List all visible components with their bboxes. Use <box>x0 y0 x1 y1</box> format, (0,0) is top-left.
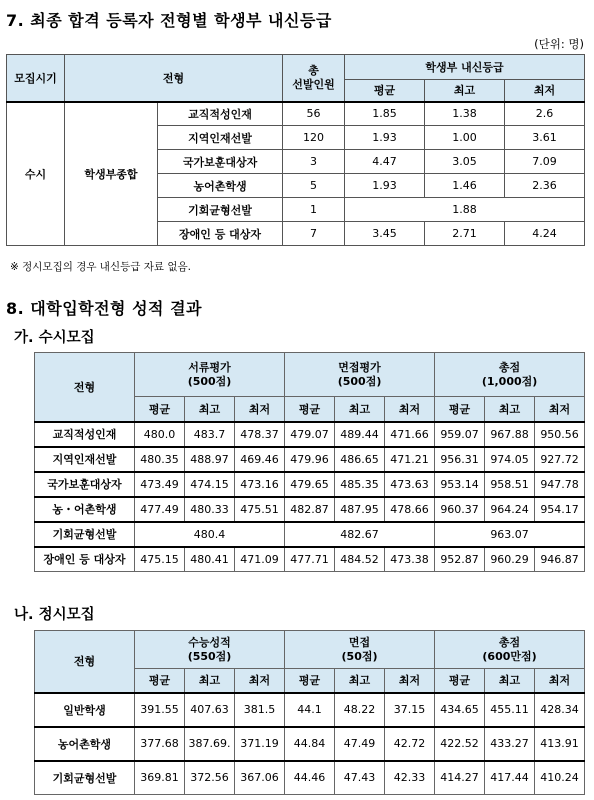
type-name: 기회균형선발 <box>158 198 283 222</box>
header-avg: 평균 <box>345 80 425 102</box>
value-cell: 959.07 <box>435 422 485 447</box>
type-name: 지역인재선발 <box>158 126 283 150</box>
avg-cell: 3.45 <box>345 222 425 246</box>
value-cell: 480.41 <box>185 547 235 572</box>
value-cell: 475.51 <box>235 497 285 522</box>
group-cell: 학생부종합 <box>65 102 158 246</box>
count-cell: 3 <box>283 150 345 174</box>
type-name: 농어촌학생 <box>158 174 283 198</box>
type-name: 농・어촌학생 <box>35 497 135 522</box>
header-avg: 평균 <box>285 397 335 422</box>
value-cell: 377.68 <box>135 727 185 761</box>
min-cell: 4.24 <box>505 222 585 246</box>
header-max: 최고 <box>185 397 235 422</box>
value-cell: 474.15 <box>185 472 235 497</box>
type-name: 장애인 등 대상자 <box>158 222 283 246</box>
value-cell: 413.91 <box>535 727 585 761</box>
merged-cell: 480.4 <box>135 522 285 547</box>
table-row <box>35 727 585 761</box>
header-avg: 평균 <box>135 669 185 693</box>
min-cell: 7.09 <box>505 150 585 174</box>
grade-table <box>6 54 585 246</box>
header-total: 총점 (600만점) <box>435 631 585 669</box>
value-cell: 953.14 <box>435 472 485 497</box>
header-min: 최저 <box>535 669 585 693</box>
value-cell: 477.49 <box>135 497 185 522</box>
subsection-a-title: 가. 수시모집 <box>14 330 95 346</box>
value-cell: 927.72 <box>535 447 585 472</box>
value-cell: 960.37 <box>435 497 485 522</box>
value-cell: 485.35 <box>335 472 385 497</box>
value-cell: 960.29 <box>485 547 535 572</box>
susi-rows <box>35 422 585 572</box>
table-row <box>35 547 585 572</box>
count-cell: 7 <box>283 222 345 246</box>
table-row <box>35 522 585 547</box>
header-avg: 평균 <box>435 669 485 693</box>
header-max: 최고 <box>485 669 535 693</box>
footnote: ※ 정시모집의 경우 내신등급 자료 없음. <box>10 261 191 273</box>
value-cell: 473.16 <box>235 472 285 497</box>
table-row <box>7 102 585 126</box>
value-cell: 956.31 <box>435 447 485 472</box>
max-cell: 1.00 <box>425 126 505 150</box>
value-cell: 967.88 <box>485 422 535 447</box>
count-cell: 56 <box>283 102 345 126</box>
header-max: 최고 <box>425 80 505 102</box>
value-cell: 471.21 <box>385 447 435 472</box>
value-cell: 407.63 <box>185 693 235 727</box>
header-type: 전형 <box>35 353 135 422</box>
value-cell: 37.15 <box>385 693 435 727</box>
value-cell: 473.49 <box>135 472 185 497</box>
value-cell: 387.69. <box>185 727 235 761</box>
table-row <box>35 761 585 795</box>
type-name: 국가보훈대상자 <box>35 472 135 497</box>
value-cell: 47.49 <box>335 727 385 761</box>
avg-cell: 1.93 <box>345 126 425 150</box>
value-cell: 950.56 <box>535 422 585 447</box>
value-cell: 428.34 <box>535 693 585 727</box>
merged-cell: 482.67 <box>285 522 435 547</box>
header-type: 전형 <box>35 631 135 693</box>
count-cell: 120 <box>283 126 345 150</box>
header-total: 총점 (1,000점) <box>435 353 585 397</box>
value-cell: 477.71 <box>285 547 335 572</box>
avg-cell: 1.93 <box>345 174 425 198</box>
section8-title: 8. 대학입학전형 성적 결과 <box>6 299 202 318</box>
max-cell: 1.46 <box>425 174 505 198</box>
value-cell: 480.0 <box>135 422 185 447</box>
value-cell: 486.65 <box>335 447 385 472</box>
section7-title: 7. 최종 합격 등록자 전형별 학생부 내신등급 <box>6 11 332 30</box>
value-cell: 954.17 <box>535 497 585 522</box>
value-cell: 478.37 <box>235 422 285 447</box>
value-cell: 473.63 <box>385 472 435 497</box>
value-cell: 958.51 <box>485 472 535 497</box>
header-interview-eval: 면접평가 (500점) <box>285 353 435 397</box>
table-row <box>35 447 585 472</box>
value-cell: 471.09 <box>235 547 285 572</box>
header-min: 최저 <box>505 80 585 102</box>
value-cell: 48.22 <box>335 693 385 727</box>
header-max: 최고 <box>185 669 235 693</box>
value-cell: 946.87 <box>535 547 585 572</box>
value-cell: 952.87 <box>435 547 485 572</box>
table-row <box>35 693 585 727</box>
header-avg: 평균 <box>285 669 335 693</box>
count-cell: 1 <box>283 198 345 222</box>
header-type: 전형 <box>65 55 283 102</box>
value-cell: 964.24 <box>485 497 535 522</box>
avg-cell: 1.85 <box>345 102 425 126</box>
value-cell: 479.07 <box>285 422 335 447</box>
type-name: 기회균형선발 <box>35 522 135 547</box>
header-min: 최저 <box>235 669 285 693</box>
value-cell: 391.55 <box>135 693 185 727</box>
susi-score-table <box>34 352 585 572</box>
jeongsi-score-table <box>34 630 585 795</box>
type-name: 교직적성인재 <box>158 102 283 126</box>
value-cell: 479.96 <box>285 447 335 472</box>
header-avg: 평균 <box>135 397 185 422</box>
type-name: 교직적성인재 <box>35 422 135 447</box>
header-max: 최고 <box>485 397 535 422</box>
value-cell: 471.66 <box>385 422 435 447</box>
header-avg: 평균 <box>435 397 485 422</box>
value-cell: 410.24 <box>535 761 585 795</box>
value-cell: 488.97 <box>185 447 235 472</box>
value-cell: 469.46 <box>235 447 285 472</box>
value-cell: 483.7 <box>185 422 235 447</box>
table-row <box>35 497 585 522</box>
max-cell: 1.38 <box>425 102 505 126</box>
value-cell: 367.06 <box>235 761 285 795</box>
unit-label: (단위: 명) <box>534 37 584 51</box>
type-name: 장애인 등 대상자 <box>35 547 135 572</box>
value-cell: 434.65 <box>435 693 485 727</box>
merged-cell: 963.07 <box>435 522 585 547</box>
max-cell: 3.05 <box>425 150 505 174</box>
value-cell: 487.95 <box>335 497 385 522</box>
value-cell: 947.78 <box>535 472 585 497</box>
value-cell: 44.84 <box>285 727 335 761</box>
value-cell: 417.44 <box>485 761 535 795</box>
value-cell: 433.27 <box>485 727 535 761</box>
type-name: 기회균형선발 <box>35 761 135 795</box>
value-cell: 44.1 <box>285 693 335 727</box>
count-cell: 5 <box>283 174 345 198</box>
type-name: 국가보훈대상자 <box>158 150 283 174</box>
min-cell: 2.36 <box>505 174 585 198</box>
value-cell: 478.66 <box>385 497 435 522</box>
value-cell: 473.38 <box>385 547 435 572</box>
value-cell: 422.52 <box>435 727 485 761</box>
min-cell: 2.6 <box>505 102 585 126</box>
value-cell: 381.5 <box>235 693 285 727</box>
value-cell: 42.33 <box>385 761 435 795</box>
header-min: 최저 <box>235 397 285 422</box>
header-period: 모집시기 <box>7 55 65 102</box>
value-cell: 414.27 <box>435 761 485 795</box>
header-count: 총 선발인원 <box>283 55 345 102</box>
header-interview: 면접 (50점) <box>285 631 435 669</box>
type-name: 지역인재선발 <box>35 447 135 472</box>
value-cell: 42.72 <box>385 727 435 761</box>
table-row <box>35 422 585 447</box>
value-cell: 475.15 <box>135 547 185 572</box>
header-grade: 학생부 내신등급 <box>345 55 585 80</box>
value-cell: 479.65 <box>285 472 335 497</box>
avg-cell: 4.47 <box>345 150 425 174</box>
value-cell: 369.81 <box>135 761 185 795</box>
header-min: 최저 <box>535 397 585 422</box>
table-row <box>35 472 585 497</box>
type-name: 농어촌학생 <box>35 727 135 761</box>
value-cell: 371.19 <box>235 727 285 761</box>
value-cell: 489.44 <box>335 422 385 447</box>
value-cell: 480.33 <box>185 497 235 522</box>
type-name: 일반학생 <box>35 693 135 727</box>
max-cell: 2.71 <box>425 222 505 246</box>
header-min: 최저 <box>385 397 435 422</box>
header-doc-eval: 서류평가 (500점) <box>135 353 285 397</box>
value-cell: 372.56 <box>185 761 235 795</box>
min-cell: 3.61 <box>505 126 585 150</box>
header-max: 최고 <box>335 669 385 693</box>
value-cell: 484.52 <box>335 547 385 572</box>
period-cell: 수시 <box>7 102 65 246</box>
value-cell: 44.46 <box>285 761 335 795</box>
value-cell: 480.35 <box>135 447 185 472</box>
header-max: 최고 <box>335 397 385 422</box>
merged-grade-cell: 1.88 <box>345 198 585 222</box>
value-cell: 482.87 <box>285 497 335 522</box>
value-cell: 47.43 <box>335 761 385 795</box>
header-csat: 수능성적 (550점) <box>135 631 285 669</box>
value-cell: 455.11 <box>485 693 535 727</box>
subsection-b-title: 나. 정시모집 <box>14 607 95 623</box>
header-min: 최저 <box>385 669 435 693</box>
value-cell: 974.05 <box>485 447 535 472</box>
